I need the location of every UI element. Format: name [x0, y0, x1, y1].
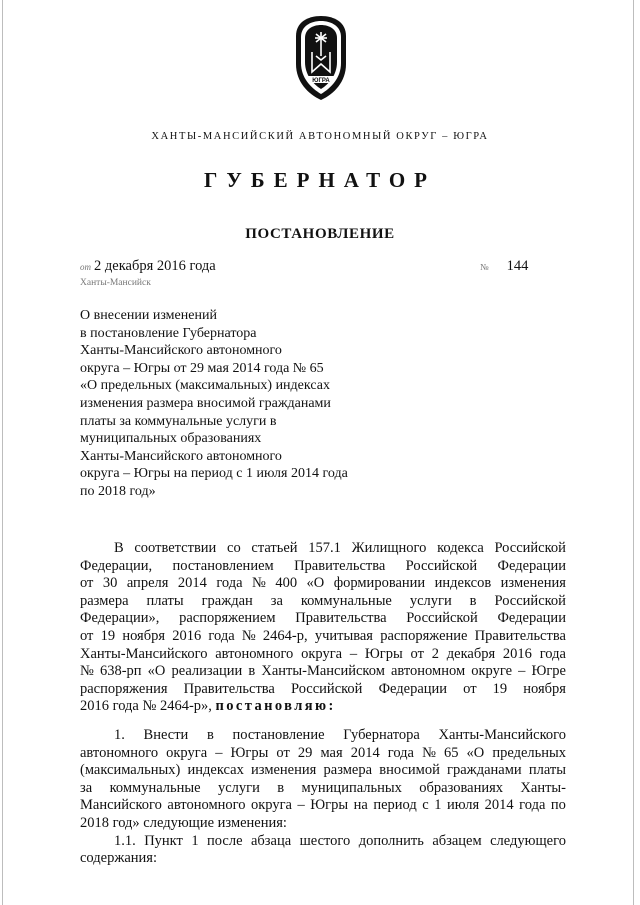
word: Югре — [531, 663, 566, 680]
preamble-line — [80, 628, 566, 646]
word: 2014 — [484, 797, 514, 814]
word: Югры — [310, 797, 349, 814]
word: образованиях — [419, 779, 504, 796]
word: года — [387, 744, 414, 761]
word: автономного — [80, 744, 159, 761]
word: 157.1 — [308, 540, 341, 556]
item-line-text: содержания: — [80, 850, 158, 867]
word: июля — [447, 797, 480, 814]
word: 29 — [297, 744, 313, 761]
word: за — [270, 592, 283, 609]
date-prefix: от — [80, 262, 91, 272]
word: размера — [80, 592, 129, 609]
word: от — [463, 680, 477, 697]
word: с — [422, 797, 429, 814]
word: Правительства — [474, 627, 566, 644]
preamble-line — [80, 575, 566, 593]
preamble-line — [80, 593, 566, 611]
word: от — [80, 575, 94, 592]
word: от — [80, 627, 94, 644]
preamble-line — [80, 558, 566, 576]
word: – — [215, 744, 223, 761]
preamble-line — [80, 646, 566, 664]
word: автономного — [215, 645, 294, 662]
document-type: ПОСТАНОВЛЕНИЕ — [245, 226, 395, 242]
word: индексах — [187, 762, 244, 779]
item-line — [80, 745, 566, 763]
word: 1.1. — [114, 832, 136, 849]
word: в — [277, 779, 285, 796]
word: размера — [323, 762, 373, 779]
word: Российской — [290, 680, 363, 697]
word: округа — [301, 645, 343, 662]
word: Федерации — [497, 610, 566, 627]
word: Внести — [143, 727, 189, 743]
word: Федерации», — [80, 610, 160, 627]
word: Ханты-Мансийского — [80, 645, 208, 662]
word: Губернатора — [343, 727, 420, 743]
word: Российской — [494, 592, 566, 609]
word: кодекса — [437, 540, 484, 556]
word: 400 — [275, 575, 298, 592]
word: года — [519, 797, 546, 814]
item-line — [80, 815, 566, 833]
word: Ханты- — [520, 779, 566, 796]
preamble-line — [80, 540, 566, 558]
word: Правительства — [294, 557, 386, 574]
word: платы — [528, 762, 566, 779]
word: от — [276, 744, 290, 761]
word: в — [469, 592, 477, 609]
item-line — [80, 833, 566, 851]
word: «О — [147, 663, 166, 680]
word: Пункт — [144, 832, 183, 849]
word: года — [208, 627, 235, 644]
word: постановлением — [172, 557, 274, 574]
word: 2464-р, — [262, 627, 308, 644]
word: предельных — [492, 744, 566, 761]
word: муниципальных — [301, 779, 402, 796]
item-line — [80, 762, 566, 780]
word: за — [80, 779, 93, 796]
word: дополнить — [358, 832, 424, 849]
word: Правительства — [295, 610, 387, 627]
word: 2016 — [502, 645, 532, 662]
item-line — [80, 780, 566, 798]
item-line — [80, 797, 566, 815]
preamble-line — [80, 663, 566, 681]
word: года — [539, 645, 566, 662]
word: 638-рп — [99, 663, 142, 680]
word: услуги — [409, 592, 452, 609]
word: № — [422, 744, 436, 761]
decree-subject — [80, 307, 348, 501]
word: Жилищного — [351, 540, 427, 556]
word: Правительства — [183, 680, 275, 697]
word: № — [241, 627, 256, 644]
subject-line: округа – Югры на период с 1 июля 2014 года — [80, 466, 348, 482]
word: 2014 — [177, 575, 207, 592]
word: от — [410, 645, 424, 662]
preamble-line — [80, 698, 566, 716]
word: 2 — [431, 645, 439, 662]
decree-number-line — [480, 258, 528, 275]
word: – — [297, 797, 305, 814]
decree-number: 144 — [506, 258, 529, 274]
preamble-line — [80, 681, 566, 699]
word: коммунальные — [109, 779, 201, 796]
word: 19 — [100, 627, 116, 644]
subject-line: изменения размера вносимой гражданами — [80, 395, 331, 411]
issue-city: Ханты-Мансийск — [80, 278, 151, 288]
subject-line: в постановление Губернатора — [80, 325, 257, 341]
word: Федерации — [497, 557, 566, 574]
word: 1. — [114, 727, 125, 743]
word: период — [373, 797, 417, 814]
word: коммунальные — [300, 592, 392, 609]
word: платы — [146, 592, 184, 609]
word: Российской — [405, 557, 478, 574]
word: 30 — [102, 575, 118, 592]
subject-line: О внесении изменений — [80, 308, 217, 323]
word: 1 — [191, 832, 199, 849]
preamble-line-text: 2016 года № 2464-р», — [80, 698, 212, 715]
word: Российской — [494, 540, 566, 556]
word: автономного — [167, 797, 246, 814]
word: «О — [466, 744, 485, 761]
subject-line: Ханты-Мансийского автономного — [80, 343, 282, 359]
word: формировании — [333, 575, 426, 592]
emblem-label: ЮГРА — [312, 78, 330, 84]
word: декабря — [446, 645, 496, 662]
word: (максимальных) — [80, 762, 181, 779]
item-line — [80, 727, 566, 745]
decree-date: 2 декабря 2016 года — [94, 258, 216, 274]
word: ноября — [122, 627, 166, 644]
item-line-text: 2018 год» следующие изменения: — [80, 814, 287, 831]
word: – — [518, 663, 526, 680]
word: «О — [306, 575, 325, 592]
word: распоряжения — [80, 680, 168, 697]
word: года — [216, 575, 243, 592]
word: мая — [320, 744, 343, 761]
word: № — [252, 575, 266, 592]
coat-of-arms-emblem — [290, 12, 352, 102]
word: услуги — [217, 779, 260, 796]
word: шестого — [299, 832, 351, 849]
word: 2014 — [350, 744, 380, 761]
resolve-word: постановляю: — [215, 698, 336, 715]
word: абзаца — [250, 832, 292, 849]
word: реализации — [171, 663, 243, 680]
preamble-paragraph — [80, 540, 566, 716]
word: Ханты-Мансийского — [438, 727, 566, 743]
word: апреля — [126, 575, 169, 592]
word: Российской — [406, 610, 478, 627]
word: Ханты-Мансийском — [261, 663, 385, 680]
subject-line: платы за коммунальные услуги в — [80, 413, 277, 429]
word: гражданами — [447, 762, 522, 779]
subject-line: муниципальных образованиях — [80, 431, 262, 447]
word: со — [227, 540, 241, 556]
word: В — [114, 540, 124, 556]
word: автономном — [390, 663, 466, 680]
word: граждан — [201, 592, 253, 609]
preamble-line — [80, 610, 566, 628]
word: ноября — [523, 680, 566, 697]
governor-title: ГУБЕРНАТОР — [203, 168, 437, 192]
word: на — [353, 797, 368, 814]
decree-date-line — [80, 258, 216, 275]
word: после — [207, 832, 243, 849]
word: 2016 — [172, 627, 202, 644]
word: Югры — [364, 645, 403, 662]
word: вносимой — [379, 762, 440, 779]
subject-line: Ханты-Мансийского автономного — [80, 448, 282, 464]
word: следующего — [490, 832, 566, 849]
word: – — [349, 645, 358, 662]
word: изменения — [500, 575, 566, 592]
word: округа — [250, 797, 292, 814]
word: округе — [471, 663, 513, 680]
word: Федерации — [378, 680, 448, 697]
region-name: ХАНТЫ-МАНСИЙСКИЙ АВТОНОМНЫЙ ОКРУГ – ЮГРА — [151, 131, 489, 142]
item-1-paragraph — [80, 727, 566, 868]
word: индексов — [434, 575, 492, 592]
word: статьей — [251, 540, 298, 556]
word: 19 — [492, 680, 508, 697]
word: соответствии — [134, 540, 217, 556]
subject-line: округа – Югры от 29 мая 2014 года № 65 — [80, 360, 324, 376]
word: в — [206, 727, 214, 743]
word: учитывая — [314, 627, 373, 644]
word: Югры — [230, 744, 269, 761]
subject-line: «О предельных (максимальных) индексах — [80, 378, 330, 394]
word: распоряжение — [380, 627, 468, 644]
subject-line: по 2018 год» — [80, 483, 156, 499]
word: по — [550, 797, 566, 814]
word: в — [248, 663, 256, 680]
word: постановление — [232, 727, 325, 743]
item-line — [80, 850, 566, 868]
word: № — [80, 663, 94, 680]
word: абзацем — [432, 832, 482, 849]
word: распоряжением — [179, 610, 276, 627]
number-sign: № — [480, 262, 489, 272]
word: Федерации, — [80, 557, 153, 574]
word: 65 — [443, 744, 459, 761]
word: изменения — [251, 762, 317, 779]
word: округа — [166, 744, 208, 761]
word: 1 — [434, 797, 442, 814]
word: Мансийского — [80, 797, 162, 814]
